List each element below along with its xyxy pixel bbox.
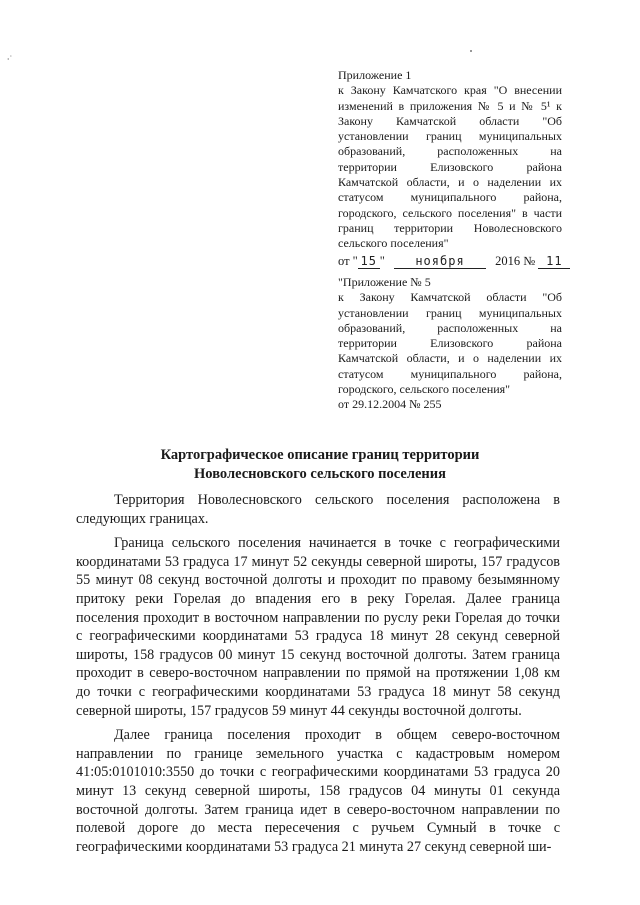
handwritten-month: ноября	[394, 255, 486, 269]
document-body	[76, 491, 560, 856]
annex-1-title: Приложение 1	[338, 68, 412, 82]
date-quote: "	[379, 253, 385, 268]
paragraph-3: Далее граница поселения проходит в общем северо-восточном направлении по границе земельного участка с кадастровым номером 41:05:0101010:3550 до точки с географическими координатами 53 градуса 20 минут 13 секунд северной широты, 158 градусов 04 минуты 01 секунда восточной долготы. Затем граница идет в северо-восточном направлении по полевой дороге до места пересечения с ручьем Сумный в точке с географическими координатами 53 градуса 21 минута 27 секунд северной ши-	[76, 727, 560, 855]
document-title	[80, 446, 560, 484]
annex-1-block	[338, 68, 562, 269]
handwritten-number: 11	[538, 255, 570, 269]
annex-5-block	[338, 275, 562, 413]
year-prefix: 2016 №	[495, 253, 536, 268]
date-prefix: от "	[338, 253, 358, 268]
paragraph-2: Граница сельского поселения начинается в точке с географическими координатами 53 градуса 17 минут 52 секунды северной широты, 157 градусов 55 минут 08 секунд восточной долготы и проходит по правому безымянному притоку реки Горелая до впадения его в реку Горелая. Далее граница поселения проходит в восточном направлении по руслу реки Горелая до точки с географическими координатами 53 градуса 18 минут 28 секунд северной широты, 158 градусов 00 минут 15 секунд восточной долготы. Затем граница проходит в северо-восточном направлении по прямой на протяжении 1,08 км до точки с географическими координатами 53 градуса 18 минут 58 секунд северной широты, 157 градусов 59 минут 44 секунды восточной долготы.	[76, 535, 560, 719]
annex-1-date-line	[338, 254, 562, 269]
document-title-line-1: Картографическое описание границ территории	[160, 447, 480, 463]
annex-5-title: "Приложение № 5	[338, 275, 431, 289]
paragraph-1: Территория Новолесновского сельского поселения расположена в следующих границах.	[76, 492, 560, 527]
annex-5-text: к Закону Камчатской области "Об установлении границ муниципальных образований, расположенных на территории Елизовского района Камчатской области, и о наделении их статусом муниципального района, городского, сельского поселения"	[338, 290, 562, 397]
annex-1-text: к Закону Камчатского края "О внесении изменений в приложения № 5 и № 5¹ к Закону Камчатской области "Об установлении границ муниципальных образований, расположенных на территории Елизовского района Камчатской области, и о наделении их статусом муниципального района, городского, сельского поселения" в части границ территории Новолесновского сельского поселения"	[338, 83, 562, 251]
margin-mark: ⸱˙	[7, 54, 13, 64]
scan-speck	[470, 50, 472, 52]
annex-5-date: от 29.12.2004 № 255	[338, 397, 442, 412]
document-title-line-2: Новолесновского сельского поселения	[194, 466, 446, 482]
handwritten-day: 15	[358, 255, 380, 269]
